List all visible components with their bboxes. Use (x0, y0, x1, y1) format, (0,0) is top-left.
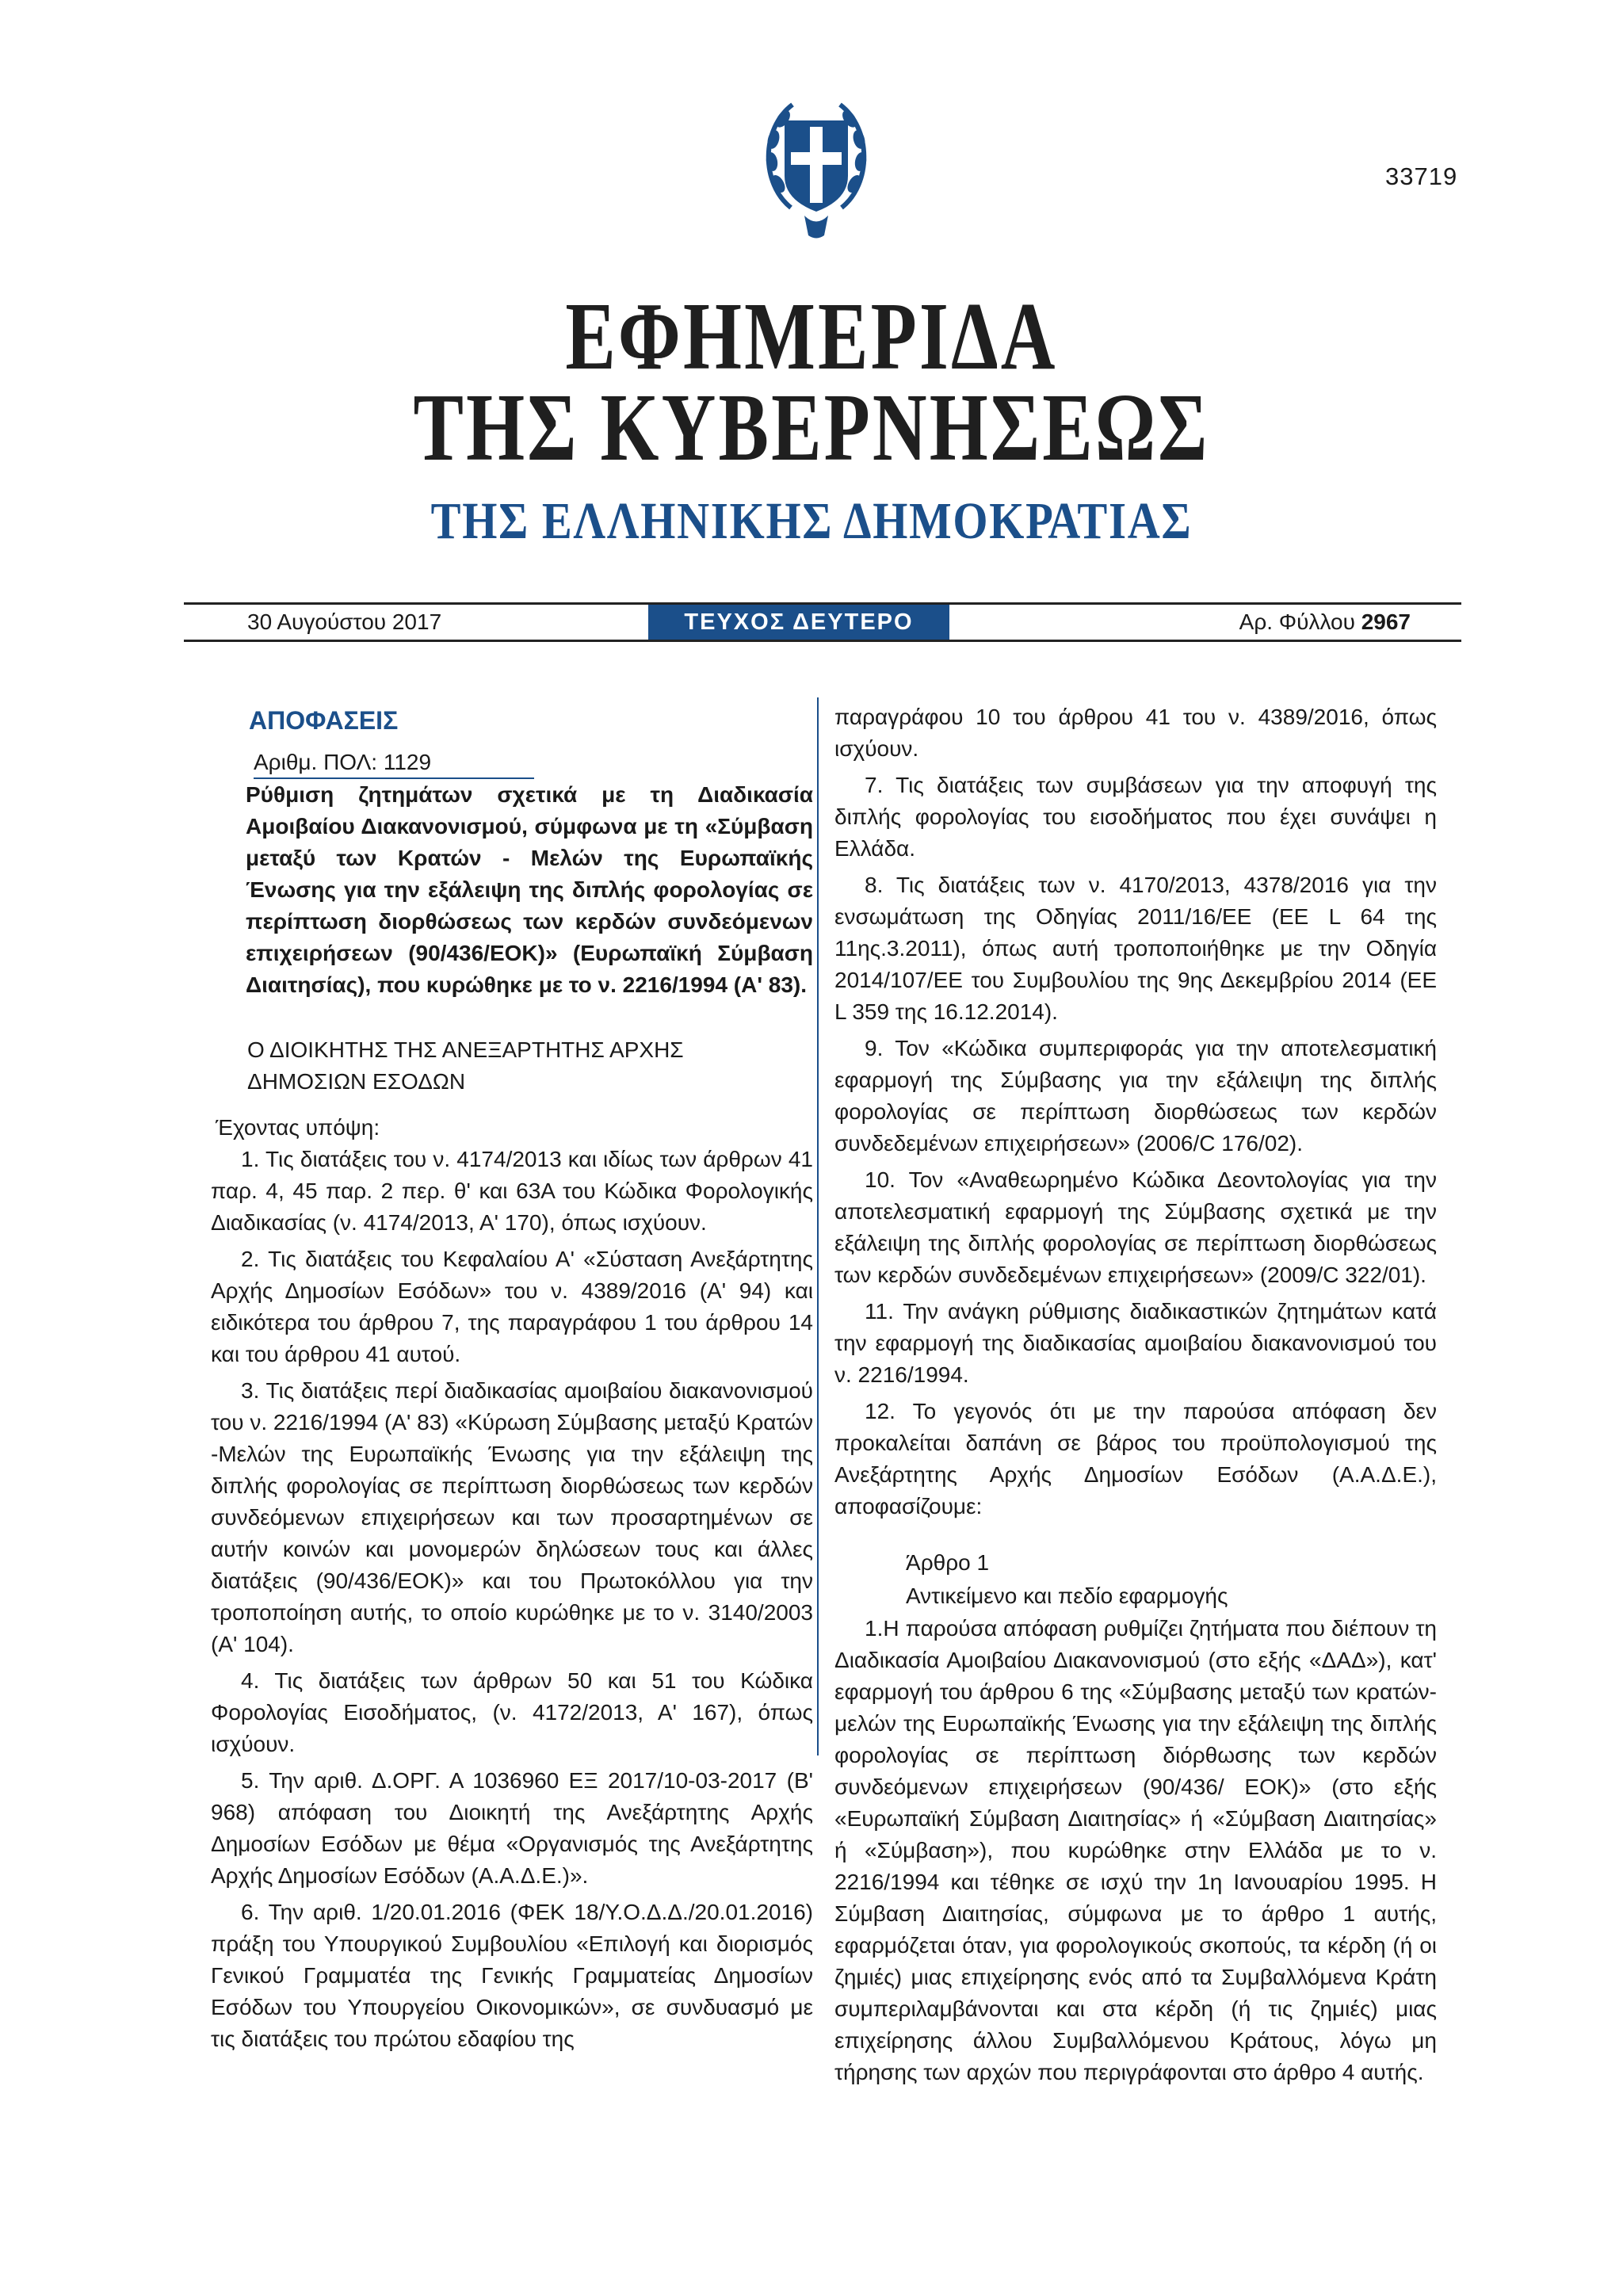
section-title: ΑΠΟΦΑΣΕΙΣ (249, 706, 399, 735)
recital-paragraph: 4. Τις διατάξεις των άρθρων 50 και 51 του Κώδικα Φορολογίας Εισοδήματος, (ν. 4172/2013, Α' 167), όπως ισχύουν. (211, 1668, 813, 1756)
recital-paragraph: 10. Τον «Αναθεωρημένο Κώδικα Δεοντολογίας για την αποτελεσματική εφαρμογή της Σύμβασης σχετικά με την εξάλειψη της διπλής φορολογίας σε περίπτωση διορθώσεως των κερδών συνδεδεμένων επιχειρήσεων» (2009/C 322/01). (834, 1167, 1437, 1287)
right-column (834, 701, 1437, 2088)
recital-paragraph: 1. Τις διατάξεις του ν. 4174/2013 και ιδίως των άρθρων 41 παρ. 4, 45 παρ. 2 περ. θ' και 63Α του Κώδικα Φορολογικής Διαδικασίας (ν. 4174/2013, Α' 170), όπως ισχύουν. (211, 1147, 813, 1235)
article-heading (906, 1546, 1437, 1613)
article-number: Άρθρο 1 (906, 1550, 990, 1575)
recital-paragraph: 8. Τις διατάξεις των ν. 4170/2013, 4378/2016 για την ενσωμάτωση της Οδηγίας 2011/16/ΕΕ (ΕΕ L 64 της 11ης.3.2011), όπως αυτή τροποποιήθηκε με την Οδηγία 2014/107/ΕΕ του Συμβουλίου της 9ης Δεκεμβρίου 2014 (ΕΕ L 359 της 16.12.2014). (834, 873, 1437, 1024)
issue-sheet-number: 2967 (1361, 609, 1411, 634)
recital-paragraph: 7. Τις διατάξεις των συμβάσεων για την αποφυγή της διπλής φορολογίας του εισοδήματος που έχει συνάψει η Ελλάδα. (834, 773, 1437, 861)
masthead-subtitle: ΤΗΣ ΕΛΛΗΝΙΚΗΣ ΔΗΜΟΚΡΑΤΙΑΣ (430, 492, 1193, 550)
issue-sheet (1239, 609, 1411, 635)
article-title: Αντικείμενο και πεδίο εφαρμογής (906, 1584, 1228, 1608)
coat-of-arms-emblem (761, 89, 872, 247)
recital-paragraph: 6. Την αριθ. 1/20.01.2016 (ΦΕΚ 18/Υ.Ο.Δ.Δ./20.01.2016) πράξη του Υπουργικού Συμβουλίου «Επιλογή και διορισμός Γενικού Γραμματέα της Γενικής Γραμματείας Δημοσίων Εσόδων του Υπουργείου Οικονομικών», σε συνδυασμό με τις διατάξεις του πρώτου εδαφίου της (211, 1900, 813, 2051)
recital-paragraph: 3. Τις διατάξεις περί διαδικασίας αμοιβαίου διακανονισμού του ν. 2216/1994 (Α' 83) «Κύρωση Σύμβασης μεταξύ Κρατών -Μελών της Ευρωπαϊκής Ένωσης για την εξάλειψη της διπλής φορολογίας σε περίπτωση διορθώσεως των κερδών συνδεόμενων επιχειρήσεων και των προσαρτημένων σε αυτήν κοινών και μονομερών δηλώσεων τους και άλλες διατάξεις (90/436/ΕΟΚ)» και του Πρωτοκόλλου για την τροποποίηση αυτής, το οποίο κυρώθηκε με το ν. 3140/2003 (Α' 104). (211, 1378, 813, 1656)
recital-paragraph: 2. Τις διατάξεις του Κεφαλαίου Α' «Σύσταση Ανεξάρτητης Αρχής Δημοσίων Εσόδων» του ν. 4389/2016 (Α' 94) και ειδικότερα του άρθρου 7, της παραγράφου 1 του άρθρου 14 και του άρθρου 41 αυτού. (211, 1247, 813, 1366)
decision-number: Αριθμ. ΠΟΛ: 1129 (254, 747, 534, 779)
issue-sheet-label: Αρ. Φύλλου (1239, 609, 1355, 634)
left-column (211, 701, 813, 2055)
masthead-title-line1: ΕΦΗΜΕΡΙΔΑ (565, 283, 1058, 390)
article-body: 1.Η παρούσα απόφαση ρυθμίζει ζητήματα που διέπουν τη Διαδικασία Αμοιβαίου Διακανονισμού (στο εξής «ΔΑΔ»), κατ' εφαρμογή του άρθρου 6 της «Σύμβασης μεταξύ των κρατών-μελών της Ευρωπαϊκής Ένωσης για την εξάλειψη της διπλής φορολογίας σε περίπτωση διόρθωσης των κερδών συνδεόμενων επιχειρήσεων (90/436/ ΕΟΚ)» (στο εξής «Ευρωπαϊκή Σύμβαση Διαιτησίας» ή «Σύμβαση Διαιτησίας» ή «Σύμβαση»), που κυρώθηκε στην Ελλάδα με το ν. 2216/1994 και τέθηκε σε ισχύ την 1η Ιανουαρίου 1995. Η Σύμβαση Διαιτησίας, σύμφωνα με το άρθρο 1 αυτής, εφαρμόζεται όταν, για φορολογικούς σκοπούς, τα κέρδη (ή οι ζημιές) μιας επιχείρησης ενός από τα Συμβαλλόμενα Κράτη συμπεριλαμβάνονται και στα κέρδη (ή τις ζημιές) μιας επιχείρησης άλλου Συμβαλλόμενου Κράτους, λόγω μη τήρησης των αρχών που περιγράφονται στο άρθρο 4 αυτής. (834, 1616, 1437, 2084)
issue-bar (184, 602, 1461, 642)
authority-line1: Ο ΔΙΟΙΚΗΤΗΣ ΤΗΣ ΑΝΕΞΑΡΤΗΤΗΣ ΑΡΧΗΣ (247, 1037, 684, 1062)
recital-paragraph: 12. Το γεγονός ότι με την παρούσα απόφαση δεν προκαλείται δαπάνη σε βάρος του προϋπολογισμού της Ανεξάρτητης Αρχής Δημοσίων Εσόδων (Α.Α.Δ.Ε.), αποφασίζουμε: (834, 1399, 1437, 1519)
authority-line2: ΔΗΜΟΣΙΩΝ ΕΣΟΔΩΝ (247, 1069, 466, 1094)
issue-series: ΤΕΥΧΟΣ ΔΕΥΤΕΡΟ (648, 605, 949, 640)
recital-paragraph: 5. Την αριθ. Δ.ΟΡΓ. Α 1036960 ΕΞ 2017/10-03-2017 (Β' 968) απόφαση του Διοικητή της Ανεξάρτητης Αρχής Δημοσίων Εσόδων με θέμα «Οργανισμός της Ανεξάρτητης Αρχής Δημοσίων Εσόδων (Α.Α.Δ.Ε.)». (211, 1768, 813, 1888)
recital-continuation: παραγράφου 10 του άρθρου 41 του ν. 4389/2016, όπως ισχύουν. (834, 705, 1437, 761)
masthead-title-line2: ΤΗΣ ΚΥΒΕΡΝΗΣΕΩΣ (413, 374, 1210, 481)
column-divider (817, 697, 819, 1755)
recital-paragraph: 9. Τον «Κώδικα συμπεριφοράς για την αποτελεσματική εφαρμογή της Σύμβασης για την εξάλειψη της διπλής φορολογίας σε περίπτωση διορθώσεως των κερδών συνδεδεμένων επιχειρήσεων» (2006/C 176/02). (834, 1036, 1437, 1156)
recital-paragraph: 11. Την ανάγκη ρύθμισης διαδικαστικών ζητημάτων κατά την εφαρμογή της διαδικασίας αμοιβαίου διακανονισμού του ν. 2216/1994. (834, 1299, 1437, 1387)
considering-heading: Έχοντας υπόψη: (216, 1115, 380, 1140)
page-number: 33719 (1385, 162, 1458, 190)
issue-date: 30 Αυγούστου 2017 (247, 609, 442, 634)
decision-title: Ρύθμιση ζητημάτων σχετικά με τη Διαδικασία Αμοιβαίου Διακανονισμού, σύμφωνα με τη «Σύμβαση μεταξύ των Κρατών - Μελών της Ευρωπαϊκής Ένωσης για την εξάλειψη της διπλής φορολογίας σε περίπτωση διορθώσεως των κερδών συνδεόμενων επιχειρήσεων (90/436/ΕΟΚ)» (Ευρωπαϊκή Σύμβαση Διαιτησίας), που κυρώθηκε με το ν. 2216/1994 (Α' 83). (246, 782, 813, 997)
issuing-authority (247, 1034, 813, 1098)
